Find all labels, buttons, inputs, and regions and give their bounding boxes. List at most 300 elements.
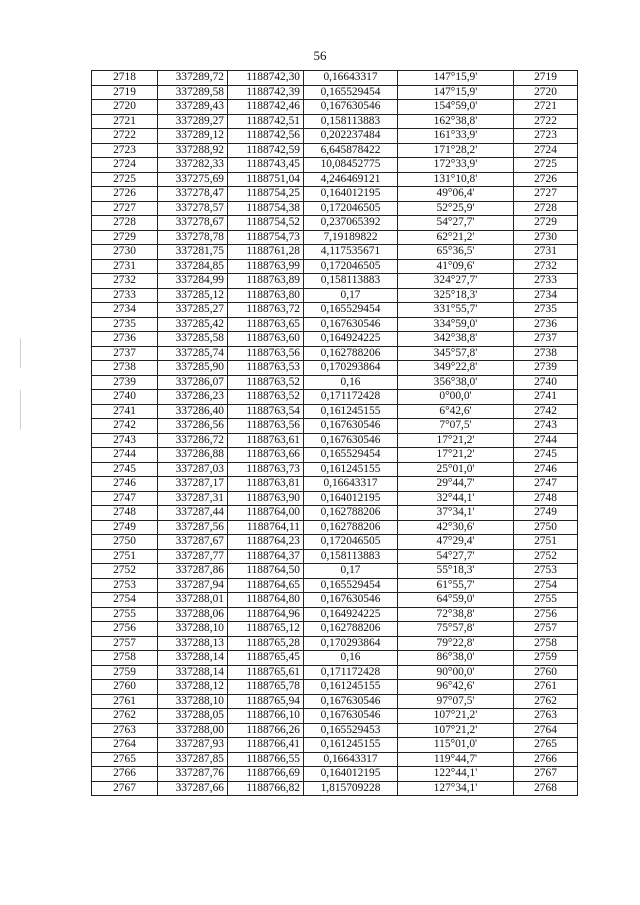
direction-angle-cell: 147°15,9' — [398, 71, 514, 86]
next-point-cell: 2741 — [514, 390, 578, 405]
direction-angle-cell: 61°55,7' — [398, 578, 514, 593]
table-row — [92, 346, 578, 361]
point-number-cell: 2749 — [92, 520, 158, 535]
point-number-cell: 2719 — [92, 85, 158, 100]
point-number-cell: 2729 — [92, 230, 158, 245]
direction-angle-cell: 334°59,0' — [398, 317, 514, 332]
x-coordinate-cell: 337286,07 — [158, 375, 228, 390]
table-row — [92, 172, 578, 187]
distance-cell: 0,161245155 — [304, 738, 398, 753]
direction-angle-cell: 79°22,8' — [398, 636, 514, 651]
next-point-cell: 2747 — [514, 477, 578, 492]
direction-angle-cell: 154°59,0' — [398, 100, 514, 115]
next-point-cell: 2755 — [514, 593, 578, 608]
direction-angle-cell: 356°38,0' — [398, 375, 514, 390]
direction-angle-cell: 41°09,6' — [398, 259, 514, 274]
point-number-cell: 2743 — [92, 433, 158, 448]
point-number-cell: 2742 — [92, 419, 158, 434]
next-point-cell: 2761 — [514, 680, 578, 695]
point-number-cell: 2765 — [92, 752, 158, 767]
y-coordinate-cell: 1188754,73 — [228, 230, 304, 245]
next-point-cell: 2722 — [514, 114, 578, 129]
point-number-cell: 2738 — [92, 361, 158, 376]
table-row — [92, 462, 578, 477]
distance-cell: 0,165529454 — [304, 85, 398, 100]
point-number-cell: 2747 — [92, 491, 158, 506]
direction-angle-cell: 162°38,8' — [398, 114, 514, 129]
x-coordinate-cell: 337288,14 — [158, 651, 228, 666]
direction-angle-cell: 325°18,3' — [398, 288, 514, 303]
scan-artifact-line — [20, 338, 21, 368]
table-row — [92, 245, 578, 260]
distance-cell: 0,171172428 — [304, 390, 398, 405]
y-coordinate-cell: 1188763,66 — [228, 448, 304, 463]
y-coordinate-cell: 1188765,28 — [228, 636, 304, 651]
distance-cell: 10,08452775 — [304, 158, 398, 173]
point-number-cell: 2732 — [92, 274, 158, 289]
direction-angle-cell: 0°00,0' — [398, 390, 514, 405]
direction-angle-cell: 32°44,1' — [398, 491, 514, 506]
y-coordinate-cell: 1188743,45 — [228, 158, 304, 173]
next-point-cell: 2768 — [514, 781, 578, 796]
next-point-cell: 2745 — [514, 448, 578, 463]
table-row — [92, 100, 578, 115]
distance-cell: 0,16643317 — [304, 71, 398, 86]
distance-cell: 0,170293864 — [304, 361, 398, 376]
next-point-cell: 2751 — [514, 535, 578, 550]
next-point-cell: 2732 — [514, 259, 578, 274]
next-point-cell: 2742 — [514, 404, 578, 419]
direction-angle-cell: 107°21,2' — [398, 709, 514, 724]
table-row — [92, 158, 578, 173]
table-row — [92, 535, 578, 550]
direction-angle-cell: 331°55,7' — [398, 303, 514, 318]
x-coordinate-cell: 337287,03 — [158, 462, 228, 477]
table-row — [92, 665, 578, 680]
direction-angle-cell: 42°30,6' — [398, 520, 514, 535]
x-coordinate-cell: 337288,01 — [158, 593, 228, 608]
point-number-cell: 2756 — [92, 622, 158, 637]
y-coordinate-cell: 1188766,10 — [228, 709, 304, 724]
next-point-cell: 2731 — [514, 245, 578, 260]
point-number-cell: 2757 — [92, 636, 158, 651]
direction-angle-cell: 115°01,0' — [398, 738, 514, 753]
point-number-cell: 2726 — [92, 187, 158, 202]
distance-cell: 4,117535671 — [304, 245, 398, 260]
table-row — [92, 622, 578, 637]
table-row — [92, 578, 578, 593]
y-coordinate-cell: 1188764,00 — [228, 506, 304, 521]
y-coordinate-cell: 1188763,99 — [228, 259, 304, 274]
next-point-cell: 2720 — [514, 85, 578, 100]
table-row — [92, 738, 578, 753]
distance-cell: 0,237065392 — [304, 216, 398, 231]
table-row — [92, 593, 578, 608]
next-point-cell: 2760 — [514, 665, 578, 680]
direction-angle-cell: 122°44,1' — [398, 767, 514, 782]
x-coordinate-cell: 337288,10 — [158, 694, 228, 709]
table-row — [92, 506, 578, 521]
point-number-cell: 2752 — [92, 564, 158, 579]
distance-cell: 0,17 — [304, 564, 398, 579]
y-coordinate-cell: 1188763,53 — [228, 361, 304, 376]
distance-cell: 0,165529454 — [304, 578, 398, 593]
distance-cell: 0,16643317 — [304, 752, 398, 767]
table-row — [92, 723, 578, 738]
distance-cell: 0,16643317 — [304, 477, 398, 492]
table-row — [92, 651, 578, 666]
x-coordinate-cell: 337287,31 — [158, 491, 228, 506]
direction-angle-cell: 90°00,0' — [398, 665, 514, 680]
point-number-cell: 2762 — [92, 709, 158, 724]
table-row — [92, 216, 578, 231]
point-number-cell: 2728 — [92, 216, 158, 231]
y-coordinate-cell: 1188742,51 — [228, 114, 304, 129]
table-row — [92, 491, 578, 506]
direction-angle-cell: 6°42,6' — [398, 404, 514, 419]
distance-cell: 0,16 — [304, 651, 398, 666]
distance-cell: 0,167630546 — [304, 709, 398, 724]
distance-cell: 0,172046505 — [304, 535, 398, 550]
table-row — [92, 332, 578, 347]
y-coordinate-cell: 1188763,81 — [228, 477, 304, 492]
scan-artifact-line — [20, 390, 21, 430]
x-coordinate-cell: 337287,94 — [158, 578, 228, 593]
y-coordinate-cell: 1188766,82 — [228, 781, 304, 796]
x-coordinate-cell: 337285,74 — [158, 346, 228, 361]
direction-angle-cell: 17°21,2' — [398, 448, 514, 463]
point-number-cell: 2751 — [92, 549, 158, 564]
y-coordinate-cell: 1188766,55 — [228, 752, 304, 767]
next-point-cell: 2733 — [514, 274, 578, 289]
table-row — [92, 129, 578, 144]
distance-cell: 0,162788206 — [304, 506, 398, 521]
next-point-cell: 2727 — [514, 187, 578, 202]
x-coordinate-cell: 337286,23 — [158, 390, 228, 405]
point-number-cell: 2736 — [92, 332, 158, 347]
y-coordinate-cell: 1188764,80 — [228, 593, 304, 608]
x-coordinate-cell: 337288,12 — [158, 680, 228, 695]
distance-cell: 0,164012195 — [304, 767, 398, 782]
point-number-cell: 2740 — [92, 390, 158, 405]
x-coordinate-cell: 337287,77 — [158, 549, 228, 564]
page-number: 56 — [313, 48, 327, 63]
point-number-cell: 2754 — [92, 593, 158, 608]
x-coordinate-cell: 337285,12 — [158, 288, 228, 303]
distance-cell: 0,172046505 — [304, 201, 398, 216]
coordinates-table — [91, 70, 578, 796]
point-number-cell: 2761 — [92, 694, 158, 709]
y-coordinate-cell: 1188764,23 — [228, 535, 304, 550]
distance-cell: 0,167630546 — [304, 433, 398, 448]
y-coordinate-cell: 1188764,50 — [228, 564, 304, 579]
y-coordinate-cell: 1188764,37 — [228, 549, 304, 564]
next-point-cell: 2753 — [514, 564, 578, 579]
distance-cell: 0,158113883 — [304, 114, 398, 129]
table-row — [92, 520, 578, 535]
y-coordinate-cell: 1188751,04 — [228, 172, 304, 187]
direction-angle-cell: 127°34,1' — [398, 781, 514, 796]
x-coordinate-cell: 337289,12 — [158, 129, 228, 144]
point-number-cell: 2724 — [92, 158, 158, 173]
y-coordinate-cell: 1188754,38 — [228, 201, 304, 216]
distance-cell: 0,158113883 — [304, 549, 398, 564]
point-number-cell: 2731 — [92, 259, 158, 274]
next-point-cell: 2739 — [514, 361, 578, 376]
table-row — [92, 636, 578, 651]
next-point-cell: 2759 — [514, 651, 578, 666]
table-row — [92, 187, 578, 202]
direction-angle-cell: 131°10,8' — [398, 172, 514, 187]
direction-angle-cell: 345°57,8' — [398, 346, 514, 361]
y-coordinate-cell: 1188763,52 — [228, 390, 304, 405]
x-coordinate-cell: 337287,85 — [158, 752, 228, 767]
direction-angle-cell: 72°38,8' — [398, 607, 514, 622]
y-coordinate-cell: 1188754,25 — [228, 187, 304, 202]
distance-cell: 0,165529454 — [304, 448, 398, 463]
distance-cell: 0,162788206 — [304, 622, 398, 637]
table-row — [92, 694, 578, 709]
point-number-cell: 2760 — [92, 680, 158, 695]
point-number-cell: 2766 — [92, 767, 158, 782]
next-point-cell: 2719 — [514, 71, 578, 86]
direction-angle-cell: 147°15,9' — [398, 85, 514, 100]
y-coordinate-cell: 1188765,12 — [228, 622, 304, 637]
y-coordinate-cell: 1188742,30 — [228, 71, 304, 86]
distance-cell: 0,164012195 — [304, 187, 398, 202]
table-row — [92, 680, 578, 695]
point-number-cell: 2764 — [92, 738, 158, 753]
x-coordinate-cell: 337287,44 — [158, 506, 228, 521]
table-row — [92, 303, 578, 318]
next-point-cell: 2750 — [514, 520, 578, 535]
table-row — [92, 709, 578, 724]
x-coordinate-cell: 337284,85 — [158, 259, 228, 274]
x-coordinate-cell: 337288,06 — [158, 607, 228, 622]
x-coordinate-cell: 337287,93 — [158, 738, 228, 753]
distance-cell: 0,167630546 — [304, 694, 398, 709]
y-coordinate-cell: 1188763,90 — [228, 491, 304, 506]
next-point-cell: 2740 — [514, 375, 578, 390]
next-point-cell: 2758 — [514, 636, 578, 651]
y-coordinate-cell: 1188764,11 — [228, 520, 304, 535]
direction-angle-cell: 29°44,7' — [398, 477, 514, 492]
distance-cell: 0,170293864 — [304, 636, 398, 651]
y-coordinate-cell: 1188766,26 — [228, 723, 304, 738]
x-coordinate-cell: 337278,67 — [158, 216, 228, 231]
x-coordinate-cell: 337289,43 — [158, 100, 228, 115]
y-coordinate-cell: 1188763,60 — [228, 332, 304, 347]
x-coordinate-cell: 337287,17 — [158, 477, 228, 492]
point-number-cell: 2734 — [92, 303, 158, 318]
distance-cell: 0,167630546 — [304, 593, 398, 608]
x-coordinate-cell: 337287,67 — [158, 535, 228, 550]
direction-angle-cell: 54°27,7' — [398, 216, 514, 231]
direction-angle-cell: 161°33,9' — [398, 129, 514, 144]
distance-cell: 0,164012195 — [304, 491, 398, 506]
direction-angle-cell: 107°21,2' — [398, 723, 514, 738]
distance-cell: 4,246469121 — [304, 172, 398, 187]
y-coordinate-cell: 1188742,39 — [228, 85, 304, 100]
table-row — [92, 549, 578, 564]
point-number-cell: 2722 — [92, 129, 158, 144]
x-coordinate-cell: 337275,69 — [158, 172, 228, 187]
next-point-cell: 2762 — [514, 694, 578, 709]
next-point-cell: 2763 — [514, 709, 578, 724]
next-point-cell: 2764 — [514, 723, 578, 738]
table-row — [92, 564, 578, 579]
direction-angle-cell: 324°27,7' — [398, 274, 514, 289]
distance-cell: 0,167630546 — [304, 419, 398, 434]
table-row — [92, 361, 578, 376]
x-coordinate-cell: 337289,72 — [158, 71, 228, 86]
distance-cell: 0,164924225 — [304, 607, 398, 622]
next-point-cell: 2735 — [514, 303, 578, 318]
point-number-cell: 2748 — [92, 506, 158, 521]
next-point-cell: 2744 — [514, 433, 578, 448]
distance-cell: 0,165529453 — [304, 723, 398, 738]
distance-cell: 0,165529454 — [304, 303, 398, 318]
y-coordinate-cell: 1188763,73 — [228, 462, 304, 477]
y-coordinate-cell: 1188754,52 — [228, 216, 304, 231]
distance-cell: 0,202237484 — [304, 129, 398, 144]
y-coordinate-cell: 1188763,89 — [228, 274, 304, 289]
y-coordinate-cell: 1188763,72 — [228, 303, 304, 318]
table-row — [92, 114, 578, 129]
direction-angle-cell: 47°29,4' — [398, 535, 514, 550]
next-point-cell: 2723 — [514, 129, 578, 144]
next-point-cell: 2726 — [514, 172, 578, 187]
distance-cell: 0,161245155 — [304, 404, 398, 419]
next-point-cell: 2737 — [514, 332, 578, 347]
table-row — [92, 201, 578, 216]
y-coordinate-cell: 1188763,52 — [228, 375, 304, 390]
point-number-cell: 2739 — [92, 375, 158, 390]
y-coordinate-cell: 1188742,46 — [228, 100, 304, 115]
y-coordinate-cell: 1188763,56 — [228, 419, 304, 434]
x-coordinate-cell: 337288,14 — [158, 665, 228, 680]
y-coordinate-cell: 1188742,56 — [228, 129, 304, 144]
y-coordinate-cell: 1188763,61 — [228, 433, 304, 448]
direction-angle-cell: 7°07,5' — [398, 419, 514, 434]
distance-cell: 0,172046505 — [304, 259, 398, 274]
x-coordinate-cell: 337287,56 — [158, 520, 228, 535]
distance-cell: 0,167630546 — [304, 100, 398, 115]
point-number-cell: 2733 — [92, 288, 158, 303]
table-row — [92, 259, 578, 274]
x-coordinate-cell: 337285,90 — [158, 361, 228, 376]
direction-angle-cell: 25°01,0' — [398, 462, 514, 477]
y-coordinate-cell: 1188763,80 — [228, 288, 304, 303]
table-row — [92, 477, 578, 492]
x-coordinate-cell: 337282,33 — [158, 158, 228, 173]
table-row — [92, 317, 578, 332]
next-point-cell: 2757 — [514, 622, 578, 637]
next-point-cell: 2721 — [514, 100, 578, 115]
direction-angle-cell: 172°33,9' — [398, 158, 514, 173]
y-coordinate-cell: 1188765,45 — [228, 651, 304, 666]
point-number-cell: 2718 — [92, 71, 158, 86]
point-number-cell: 2730 — [92, 245, 158, 260]
x-coordinate-cell: 337285,42 — [158, 317, 228, 332]
direction-angle-cell: 64°59,0' — [398, 593, 514, 608]
y-coordinate-cell: 1188764,65 — [228, 578, 304, 593]
table-row — [92, 767, 578, 782]
x-coordinate-cell: 337288,10 — [158, 622, 228, 637]
x-coordinate-cell: 337288,92 — [158, 143, 228, 158]
x-coordinate-cell: 337281,75 — [158, 245, 228, 260]
direction-angle-cell: 97°07,5' — [398, 694, 514, 709]
table-row — [92, 230, 578, 245]
distance-cell: 0,171172428 — [304, 665, 398, 680]
next-point-cell: 2765 — [514, 738, 578, 753]
direction-angle-cell: 342°38,8' — [398, 332, 514, 347]
direction-angle-cell: 171°28,2' — [398, 143, 514, 158]
y-coordinate-cell: 1188765,94 — [228, 694, 304, 709]
x-coordinate-cell: 337287,86 — [158, 564, 228, 579]
next-point-cell: 2729 — [514, 216, 578, 231]
x-coordinate-cell: 337286,72 — [158, 433, 228, 448]
point-number-cell: 2741 — [92, 404, 158, 419]
distance-cell: 1,815709228 — [304, 781, 398, 796]
y-coordinate-cell: 1188763,54 — [228, 404, 304, 419]
distance-cell: 6,645878422 — [304, 143, 398, 158]
next-point-cell: 2756 — [514, 607, 578, 622]
point-number-cell: 2745 — [92, 462, 158, 477]
next-point-cell: 2738 — [514, 346, 578, 361]
point-number-cell: 2737 — [92, 346, 158, 361]
point-number-cell: 2744 — [92, 448, 158, 463]
next-point-cell: 2767 — [514, 767, 578, 782]
table-row — [92, 143, 578, 158]
point-number-cell: 2759 — [92, 665, 158, 680]
x-coordinate-cell: 337286,88 — [158, 448, 228, 463]
direction-angle-cell: 17°21,2' — [398, 433, 514, 448]
table-row — [92, 781, 578, 796]
next-point-cell: 2724 — [514, 143, 578, 158]
direction-angle-cell: 54°27,7' — [398, 549, 514, 564]
point-number-cell: 2735 — [92, 317, 158, 332]
point-number-cell: 2753 — [92, 578, 158, 593]
x-coordinate-cell: 337288,13 — [158, 636, 228, 651]
next-point-cell: 2746 — [514, 462, 578, 477]
point-number-cell: 2727 — [92, 201, 158, 216]
y-coordinate-cell: 1188765,78 — [228, 680, 304, 695]
y-coordinate-cell: 1188742,59 — [228, 143, 304, 158]
next-point-cell: 2728 — [514, 201, 578, 216]
y-coordinate-cell: 1188761,28 — [228, 245, 304, 260]
next-point-cell: 2730 — [514, 230, 578, 245]
x-coordinate-cell: 337286,40 — [158, 404, 228, 419]
x-coordinate-cell: 337286,56 — [158, 419, 228, 434]
next-point-cell: 2725 — [514, 158, 578, 173]
table-row — [92, 433, 578, 448]
table-row — [92, 752, 578, 767]
x-coordinate-cell: 337288,00 — [158, 723, 228, 738]
direction-angle-cell: 52°25,9' — [398, 201, 514, 216]
table-row — [92, 390, 578, 405]
x-coordinate-cell: 337285,58 — [158, 332, 228, 347]
x-coordinate-cell: 337289,27 — [158, 114, 228, 129]
direction-angle-cell: 49°06,4' — [398, 187, 514, 202]
y-coordinate-cell: 1188763,56 — [228, 346, 304, 361]
point-number-cell: 2767 — [92, 781, 158, 796]
direction-angle-cell: 37°34,1' — [398, 506, 514, 521]
x-coordinate-cell: 337278,57 — [158, 201, 228, 216]
next-point-cell: 2734 — [514, 288, 578, 303]
direction-angle-cell: 119°44,7' — [398, 752, 514, 767]
distance-cell: 0,162788206 — [304, 346, 398, 361]
